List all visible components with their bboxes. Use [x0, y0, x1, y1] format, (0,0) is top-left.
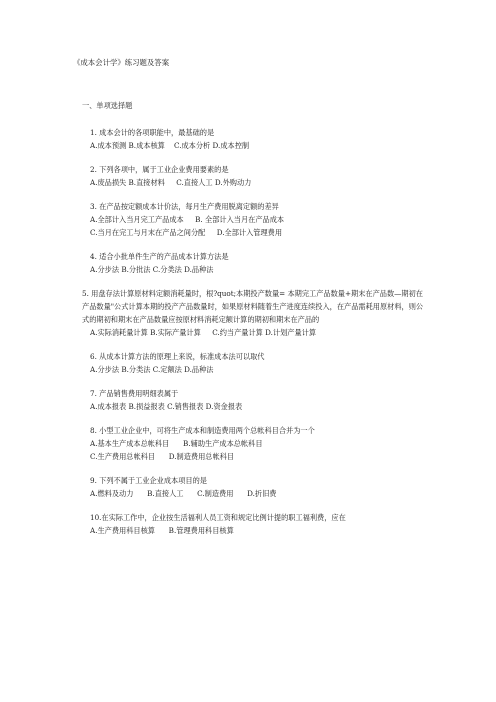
question-stem: 6. 从成本计算方法的原理上来说，标准成本法可以取代 — [90, 352, 265, 361]
question-stem: 9. 下列不属于工业企业成本项目的是 — [90, 476, 207, 485]
question-options: A.分步法 B.分批法 C.分类法 D.品种法 — [90, 265, 214, 274]
question-options: C.生产费用总帐科目 D.制造费用总帐科目 — [90, 452, 235, 461]
question-item — [90, 350, 430, 376]
question-stem: 2. 下列各项中，属于工业企业费用要素的是 — [90, 165, 229, 174]
question-stem: 1. 成本会计的各项职能中，最基础的是 — [90, 128, 215, 137]
question-stem: 4. 适合小批单件生产的产品成本计算方法是 — [90, 252, 229, 261]
question-options: A.全部计入当月完工产品成本 B. 全部计入当月在产品成本 — [90, 215, 285, 224]
question-list — [82, 126, 430, 548]
question-item — [90, 250, 430, 276]
question-options: A.成本预测 B.成本核算 C.成本分析 D.成本控制 — [90, 141, 250, 150]
question-stem: 10.在实际工作中，企业按生活福利人员工资和规定比例计提的职工福利费，应在 — [90, 513, 346, 522]
question-options: A.分步法 B.分类法 C.定额法 D.品种法 — [90, 365, 214, 374]
question-stem: 5. 用盘存法计算原材料定额消耗量时，根?quot;本期投产数量= 本期完工产品数量+期末在产品数—期初在产品数量"公式计算本期的投产产品数量时，如果原材料随着生产进度连续投入，在产品需耗用原材料，则公式的期初和期末在产品数量应按原材料消耗定额计算的期初和期末在产品的 — [82, 289, 424, 324]
question-options: A.成本报表 B.损益报表 C.销售报表 D.资金报表 — [90, 402, 243, 411]
question-item — [90, 387, 430, 413]
question-options: A.实际消耗量计算 B.实际产量计算 C.约当产量计算 D.计划产量计算 — [90, 328, 317, 337]
question-stem: 8. 小型工业企业中，可将生产成本和制造费用两个总帐科目合并为一个 — [90, 426, 315, 435]
question-item — [90, 474, 430, 500]
question-options: C.当月在完工与月末在产品之间分配 D.全部计入管理费用 — [90, 228, 283, 237]
question-item — [82, 287, 430, 339]
question-item — [90, 511, 430, 537]
section-title: 一、单项选择题 — [82, 101, 133, 110]
question-item — [90, 424, 430, 463]
question-options: A.生产费用科目核算 B.管理费用科目核算 — [90, 526, 234, 535]
question-stem: 7. 产品销售费用明细表属于 — [90, 389, 179, 398]
document-title: 《成本会计学》练习题及答案 — [73, 58, 170, 67]
question-options: A.废品损失 B.直接材料 C.直接人工 D.外购动力 — [90, 178, 252, 187]
question-item — [90, 163, 430, 189]
question-item — [90, 126, 430, 152]
question-item — [90, 200, 430, 239]
question-options: A.基本生产成本总帐科目 B.辅助生产成本总帐科目 — [90, 439, 263, 448]
question-options: A.燃料及动力 B.直接人工 C.制造费用 D.折旧费 — [90, 489, 277, 498]
question-stem: 3. 在产品按定额成本计价法，每月生产费用脱离定额的差异 — [90, 202, 279, 211]
